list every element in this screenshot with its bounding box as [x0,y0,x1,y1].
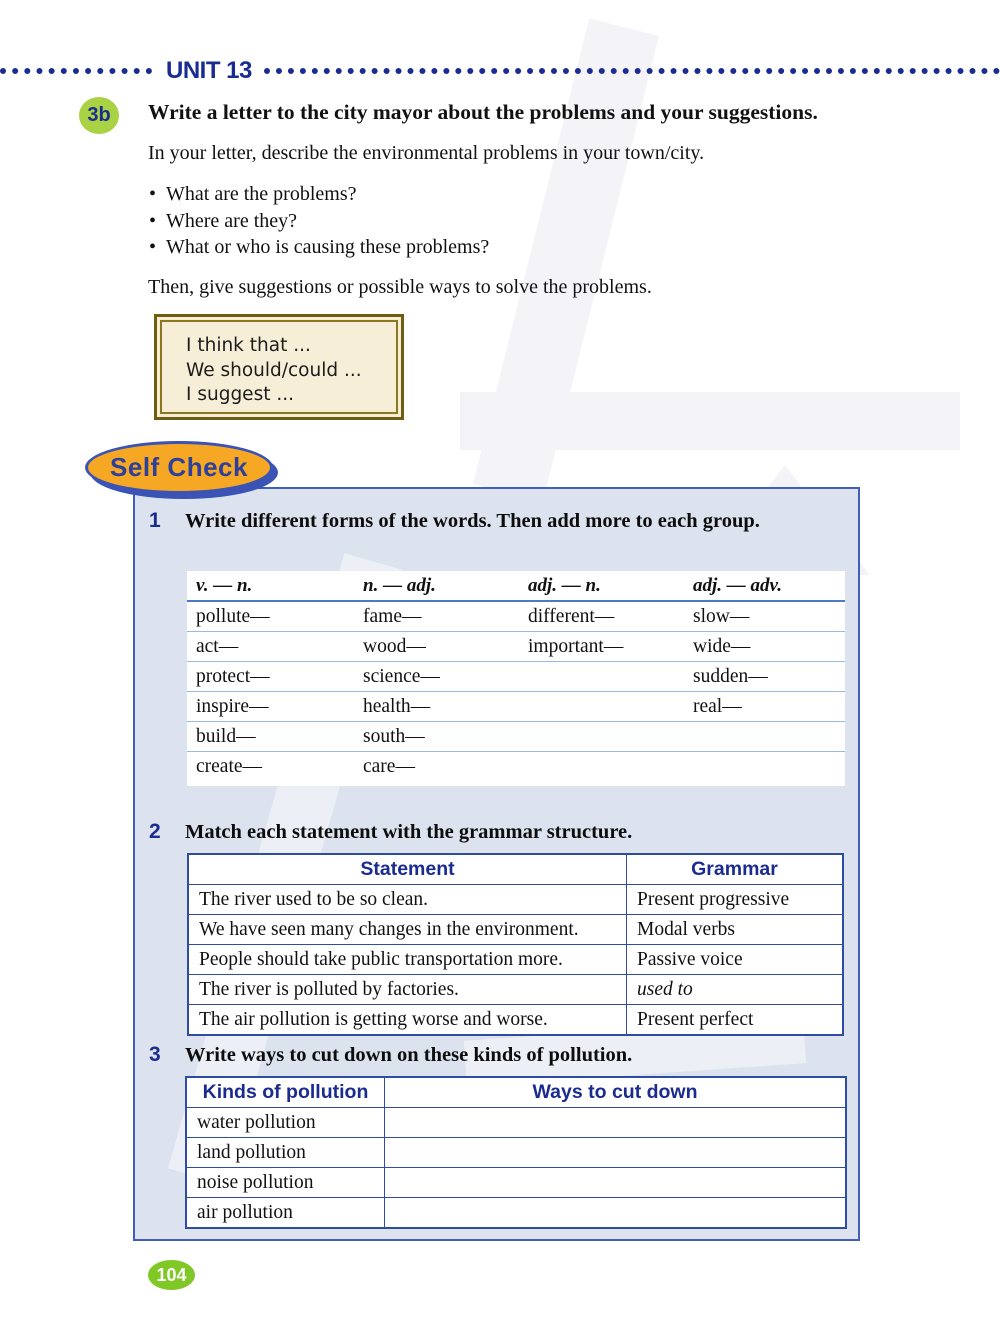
word-cell: science— [363,665,440,687]
exercise-3b-title: Write a letter to the city mayor about the problems and your suggestions. [148,100,818,124]
exercise-2-number: 2 [149,820,161,843]
bullet-item: • What are the problems? [149,181,849,208]
exercise-1-heading: Write different forms of the words. Then add more to each group. [185,510,760,532]
table-row [189,884,842,914]
pollution-kind-cell: noise pollution [187,1168,385,1197]
sentence-starters-box [160,320,398,414]
table-row [189,974,842,1004]
table-row [187,1167,845,1197]
statement-cell: The river is polluted by factories. [189,975,627,1004]
ways-answer-cell [385,1198,845,1227]
word-cell: inspire— [196,695,269,717]
statement-cell: The river used to be so clean. [189,885,627,914]
word-cell: health— [363,695,431,717]
table-row [187,1107,845,1137]
grammar-cell: Passive voice [637,948,743,970]
page-number-badge: 104 [148,1260,195,1290]
kinds-column-header: Kinds of pollution [187,1078,385,1107]
table-row [187,602,845,632]
exercise-1-number: 1 [149,509,161,532]
column-header: adj. — adv. [693,574,783,596]
exercise-3-heading: Write ways to cut down on these kinds of pollution. [185,1044,633,1066]
word-forms-table [187,571,845,786]
ways-answer-cell [385,1138,845,1167]
word-cell: protect— [196,665,270,687]
grammar-cell: Modal verbs [637,918,736,940]
statement-cell: People should take public transportation more. [189,945,627,974]
word-cell: slow— [693,605,750,627]
word-cell [519,752,684,781]
table-row [187,752,845,781]
dotted-divider-left [0,68,152,74]
bullet-item: • Where are they? [149,208,849,235]
then-instruction: Then, give suggestions or possible ways to solve the problems. [148,276,652,298]
unit-header [0,57,1000,85]
table-row [187,632,845,662]
statement-column-header: Statement [189,855,627,884]
ways-column-header: Ways to cut down [532,1081,698,1103]
word-cell: different— [528,605,615,627]
table-header-row [189,855,842,884]
word-cell: pollute— [196,605,270,627]
pollution-kind-cell: air pollution [187,1198,385,1227]
word-cell: build— [196,725,256,747]
hint-line: I suggest ... [186,384,294,405]
word-cell: important— [528,635,624,657]
word-cell: create— [196,755,263,777]
exercise-3b-badge: 3b [79,97,119,134]
ways-answer-cell [385,1108,845,1137]
exercise-3-number: 3 [149,1043,161,1066]
table-row [187,692,845,722]
pollution-kind-cell: water pollution [187,1108,385,1137]
ways-answer-cell [385,1168,845,1197]
column-header: adj. — n. [528,574,601,596]
word-cell: act— [196,635,239,657]
table-row [189,914,842,944]
table-header-row [187,571,845,602]
word-cell: sudden— [693,665,768,687]
table-row [187,1197,845,1227]
bullet-item: • What or who is causing these problems? [149,234,849,261]
word-cell: care— [363,755,415,777]
table-row [187,722,845,752]
table-header-row [187,1078,845,1107]
hint-line: We should/could ... [186,359,362,381]
word-cell [684,752,845,781]
bullet-list [149,181,849,261]
word-cell [684,722,845,751]
hint-line: I think that ... [186,335,311,356]
exercise-3b-intro: In your letter, describe the environmental problems in your town/city. [148,142,705,164]
column-header: n. — adj. [363,574,436,596]
grammar-cell: used to [637,978,693,1000]
table-row [189,1004,842,1034]
table-row [187,662,845,692]
pollution-kind-cell: land pollution [187,1138,385,1167]
grammar-cell: Present progressive [637,888,790,910]
self-check-panel [133,487,860,1241]
grammar-cell: Present perfect [637,1008,754,1030]
self-check-badge: Self Check [85,441,273,494]
column-header: v. — n. [196,574,253,596]
unit-title: UNIT 13 [166,57,252,84]
word-cell: wood— [363,635,426,657]
exercise-2-heading: Match each statement with the grammar structure. [185,821,633,843]
grammar-column-header: Grammar [691,858,778,880]
table-row [187,1137,845,1167]
statement-cell: We have seen many changes in the environment. [189,915,627,944]
dotted-divider-right [264,68,1000,74]
word-cell [519,692,684,721]
grammar-match-table [187,853,844,1036]
word-cell: fame— [363,605,422,627]
word-cell: wide— [693,635,751,657]
watermark-shape [460,392,960,450]
table-row [189,944,842,974]
word-cell: real— [693,695,742,717]
word-cell [519,722,684,751]
statement-cell: The air pollution is getting worse and worse. [189,1005,627,1034]
word-cell: south— [363,725,425,747]
pollution-table [185,1076,847,1229]
word-cell [519,662,684,691]
